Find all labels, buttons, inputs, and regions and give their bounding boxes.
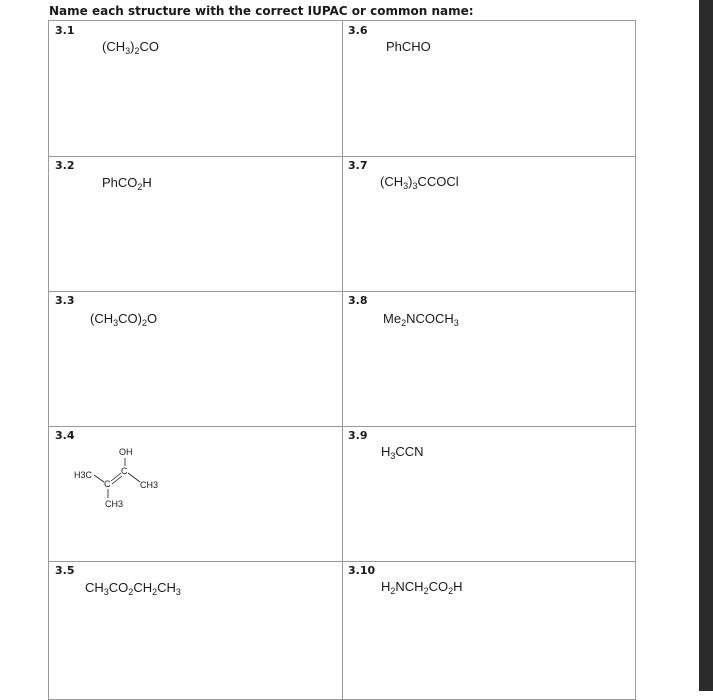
formula-3-7: $(CH_3)_3CCOCl$	[380, 174, 459, 191]
carbon-label: C	[104, 479, 111, 489]
formula-3-9: $H_3CCN$	[381, 444, 424, 461]
question-number-3-1: 3.1	[55, 24, 75, 37]
structural-formula-3-4	[70, 440, 180, 515]
question-number-3-7: 3.7	[348, 159, 368, 172]
question-number-3-6: 3.6	[348, 24, 368, 37]
answer-grid	[48, 20, 636, 700]
row-divider	[49, 291, 635, 292]
formula-3-8: $Me_2NCOCH_3$	[383, 311, 459, 328]
ch3-label: CH3	[140, 480, 159, 490]
formula-3-3: $(CH_3CO)_2O$	[90, 311, 158, 328]
worksheet-heading: Name each structure with the correct IUPAC or common name:	[49, 4, 474, 18]
bond-line	[128, 473, 140, 482]
formula-3-10: $H_2NCH_2CO_2H$	[381, 579, 463, 596]
question-number-3-2: 3.2	[55, 159, 75, 172]
question-number-3-3: 3.3	[55, 294, 75, 307]
bond-line	[111, 473, 121, 481]
formula-3-1: $(CH_3)_2CO$	[102, 39, 159, 56]
vertical-scrollbar[interactable]	[699, 0, 713, 691]
row-divider	[49, 156, 635, 157]
ch3-label: CH3	[105, 499, 124, 509]
formula-3-5: $CH_3CO_2CH_2CH_3$	[85, 580, 181, 597]
column-divider	[342, 21, 343, 699]
row-divider	[49, 426, 635, 427]
bond-line	[94, 475, 104, 482]
oh-label: OH	[119, 447, 133, 457]
formula-3-6: PhCHO	[386, 39, 431, 54]
h3c-label: H3C	[74, 470, 93, 480]
question-number-3-5: 3.5	[55, 564, 75, 577]
formula-3-2: PhCO$_2$H	[102, 175, 152, 192]
row-divider	[49, 561, 635, 562]
question-number-3-10: 3.10	[348, 564, 376, 577]
bond-line	[112, 476, 122, 484]
question-number-3-4: 3.4	[55, 429, 75, 442]
question-number-3-8: 3.8	[348, 294, 368, 307]
carbon-label: C	[121, 466, 128, 476]
question-number-3-9: 3.9	[348, 429, 368, 442]
